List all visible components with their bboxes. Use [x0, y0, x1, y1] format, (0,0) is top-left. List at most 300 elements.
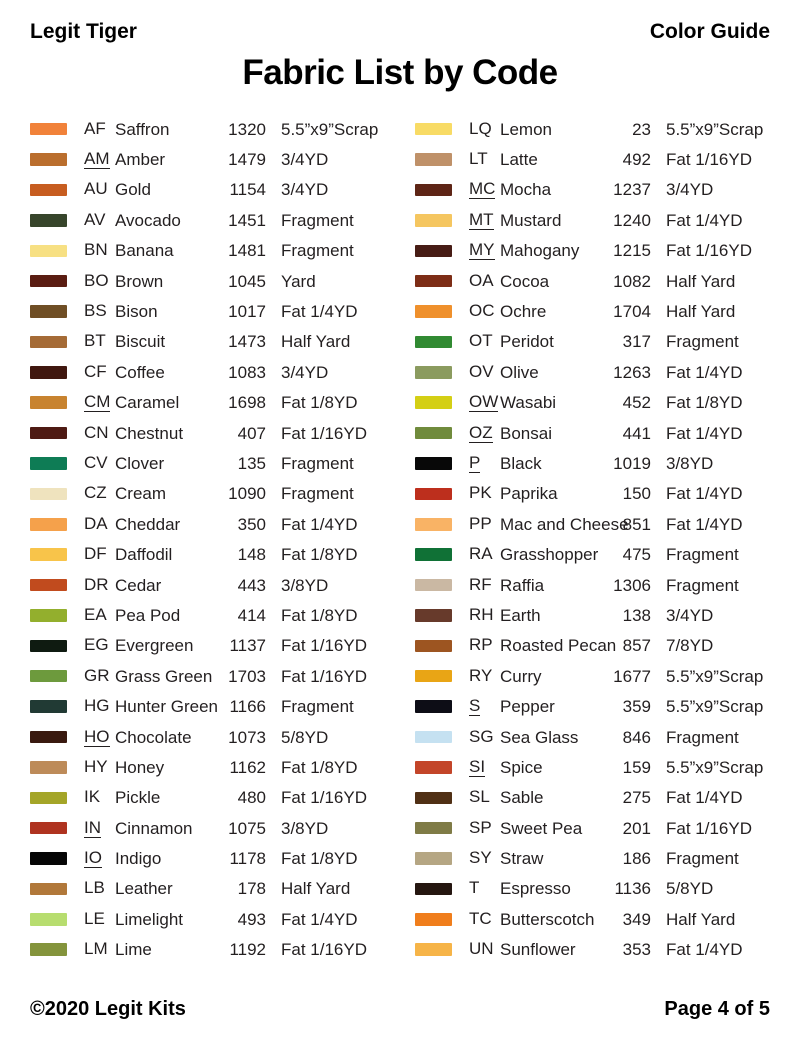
fabric-size: Fat 1/16YD: [666, 241, 752, 261]
color-swatch: [415, 305, 452, 318]
fabric-code: IN: [84, 817, 101, 837]
color-swatch: [30, 943, 67, 956]
fabric-size: Fat 1/8YD: [281, 757, 358, 777]
fabric-code-cell: [469, 849, 500, 868]
fabric-code-cell: [469, 545, 500, 564]
color-swatch: [415, 852, 452, 865]
fabric-code-cell: [469, 241, 500, 260]
fabric-name: Saffron: [115, 119, 170, 139]
fabric-code-cell: [84, 272, 115, 291]
fabric-row: [30, 175, 385, 205]
fabric-row: [415, 357, 770, 387]
fabric-code: SY: [469, 848, 492, 868]
fabric-size: Fat 1/8YD: [666, 393, 743, 413]
color-swatch: [415, 913, 452, 926]
fabric-name: Black: [500, 453, 542, 473]
fabric-code: OW: [469, 392, 499, 412]
fabric-code: RA: [469, 544, 493, 564]
fabric-code-cell: [84, 515, 115, 534]
fabric-name: Sea Glass: [500, 727, 579, 747]
fabric-size: 3/8YD: [281, 575, 329, 595]
fabric-row: [30, 418, 385, 448]
fabric-row: [415, 631, 770, 661]
fabric-size: Fragment: [666, 727, 739, 747]
fabric-name: Sunflower: [500, 940, 576, 960]
fabric-row: [415, 539, 770, 569]
fabric-number: 1306: [613, 575, 651, 595]
fabric-code: OA: [469, 270, 494, 290]
fabric-number: 441: [622, 423, 651, 443]
fabric-row: [30, 935, 385, 965]
color-swatch: [415, 731, 452, 744]
fabric-code-cell: [84, 241, 115, 260]
color-swatch: [415, 609, 452, 622]
fabric-number: 1083: [228, 362, 266, 382]
fabric-code: PP: [469, 513, 492, 533]
fabric-row: [30, 691, 385, 721]
fabric-code-cell: [84, 879, 115, 898]
fabric-number: 1166: [229, 697, 266, 717]
color-swatch: [415, 548, 452, 561]
fabric-name: Espresso: [500, 879, 571, 899]
fabric-number: 1481: [228, 241, 266, 261]
fabric-code-cell: [469, 667, 500, 686]
fabric-name: Cream: [115, 484, 167, 504]
fabric-name: Pickle: [115, 788, 161, 808]
fabric-code: OC: [469, 301, 495, 321]
fabric-size: Half Yard: [281, 332, 351, 352]
fabric-number: 1045: [228, 271, 266, 291]
fabric-code-cell: [469, 636, 500, 655]
fabric-code-cell: [84, 363, 115, 382]
fabric-name: Limelight: [115, 909, 184, 929]
color-swatch: [30, 548, 67, 561]
fabric-number: 275: [622, 788, 651, 808]
fabric-number: 1237: [613, 180, 651, 200]
fabric-name: Mac and Cheese: [500, 514, 629, 534]
fabric-code: DA: [84, 513, 108, 533]
fabric-code: RF: [469, 574, 492, 594]
fabric-number: 1703: [228, 666, 266, 686]
fabric-size: 5.5”x9”Scrap: [666, 697, 764, 717]
fabric-row: [30, 266, 385, 296]
fabric-name: Lime: [115, 940, 152, 960]
fabric-row: [415, 874, 770, 904]
fabric-number: 317: [622, 332, 651, 352]
fabric-row: [30, 114, 385, 144]
fabric-code-cell: [469, 606, 500, 625]
fabric-size: 5.5”x9”Scrap: [666, 666, 764, 686]
fabric-number: 1073: [228, 727, 266, 747]
fabric-name: Mustard: [500, 210, 562, 230]
fabric-size: Fragment: [666, 849, 739, 869]
fabric-size: Fat 1/16YD: [281, 423, 367, 443]
fabric-number: 1154: [229, 180, 266, 200]
fabric-row: [415, 448, 770, 478]
fabric-row: [30, 144, 385, 174]
color-swatch: [30, 792, 67, 805]
fabric-code: SL: [469, 787, 490, 807]
color-swatch: [415, 700, 452, 713]
fabric-size: Fragment: [666, 332, 739, 352]
color-swatch: [30, 609, 67, 622]
fabric-code-cell: [84, 576, 115, 595]
fabric-code: LM: [84, 939, 108, 959]
color-swatch: [30, 640, 67, 653]
fabric-name: Daffodil: [115, 545, 173, 565]
color-swatch: [30, 336, 67, 349]
color-swatch: [30, 153, 67, 166]
fabric-code: CM: [84, 392, 111, 412]
fabric-code-cell: [84, 728, 115, 747]
fabric-name: Bonsai: [500, 423, 552, 443]
fabric-size: Fragment: [666, 545, 739, 565]
fabric-number: 1215: [613, 241, 651, 261]
color-swatch: [30, 275, 67, 288]
fabric-code: CV: [84, 452, 108, 472]
brand-title: Legit Tiger: [30, 20, 137, 43]
fabric-name: Paprika: [500, 484, 558, 504]
fabric-size: Fragment: [666, 575, 739, 595]
fabric-size: Fat 1/8YD: [281, 545, 358, 565]
fabric-row: [415, 114, 770, 144]
fabric-row: [30, 752, 385, 782]
fabric-name: Wasabi: [500, 393, 557, 413]
fabric-code: AU: [84, 179, 108, 199]
fabric-name: Cheddar: [115, 514, 181, 534]
color-swatch: [415, 670, 452, 683]
fabric-row: [30, 296, 385, 326]
fabric-row: [415, 327, 770, 357]
fabric-code: HO: [84, 726, 110, 746]
color-swatch: [30, 396, 67, 409]
fabric-number: 1075: [228, 818, 266, 838]
fabric-number: 414: [237, 605, 266, 625]
fabric-number: 138: [622, 605, 651, 625]
page-header: [0, 0, 800, 44]
fabric-row: [30, 357, 385, 387]
fabric-code: EG: [84, 635, 109, 655]
fabric-name: Cocoa: [500, 271, 550, 291]
fabric-code-cell: [469, 910, 500, 929]
color-swatch: [30, 822, 67, 835]
fabric-size: Fragment: [281, 210, 354, 230]
fabric-number: 359: [622, 697, 651, 717]
fabric-row: [415, 388, 770, 418]
fabric-code: OZ: [469, 422, 493, 442]
color-swatch: [415, 883, 452, 896]
fabric-name: Bison: [115, 302, 158, 322]
color-swatch: [415, 488, 452, 501]
fabric-number: 443: [237, 575, 266, 595]
fabric-name: Pepper: [500, 697, 555, 717]
fabric-code: EA: [84, 604, 107, 624]
fabric-code-cell: [84, 302, 115, 321]
color-swatch: [30, 245, 67, 258]
fabric-size: Fat 1/4YD: [666, 362, 743, 382]
fabric-row: [30, 722, 385, 752]
fabric-number: 1082: [613, 271, 651, 291]
color-swatch: [30, 883, 67, 896]
fabric-row: [415, 205, 770, 235]
fabric-number: 475: [622, 545, 651, 565]
fabric-row: [30, 448, 385, 478]
fabric-code: SI: [469, 756, 486, 776]
fabric-code-cell: [84, 454, 115, 473]
fabric-number: 492: [622, 150, 651, 170]
fabric-size: Fragment: [281, 241, 354, 261]
fabric-row: [30, 631, 385, 661]
fabric-name: Indigo: [115, 849, 162, 869]
color-swatch: [30, 427, 67, 440]
fabric-size: Fat 1/16YD: [666, 150, 752, 170]
fabric-code: SG: [469, 726, 494, 746]
fabric-code-cell: [469, 332, 500, 351]
fabric-code: RH: [469, 604, 494, 624]
fabric-code-cell: [84, 150, 115, 169]
fabric-name: Honey: [115, 757, 165, 777]
fabric-code-cell: [84, 606, 115, 625]
color-swatch: [415, 518, 452, 531]
fabric-code-cell: [84, 484, 115, 503]
fabric-size: Fat 1/16YD: [281, 666, 367, 686]
fabric-code: TC: [469, 908, 492, 928]
fabric-name: Earth: [500, 605, 541, 625]
fabric-name: Lemon: [500, 119, 552, 139]
fabric-code: CN: [84, 422, 109, 442]
fabric-name: Hunter Green: [115, 697, 218, 717]
fabric-size: 3/4YD: [281, 150, 329, 170]
fabric-row: [415, 843, 770, 873]
fabric-row: [415, 570, 770, 600]
fabric-number: 1192: [229, 940, 266, 960]
fabric-code: PK: [469, 483, 492, 503]
fabric-code: OV: [469, 361, 494, 381]
fabric-row: [415, 509, 770, 539]
fabric-code: MY: [469, 240, 495, 260]
fabric-row: [30, 327, 385, 357]
fabric-code: HY: [84, 756, 108, 776]
fabric-row: [415, 722, 770, 752]
fabric-size: 3/4YD: [281, 362, 329, 382]
fabric-code: AM: [84, 149, 110, 169]
color-swatch: [415, 366, 452, 379]
fabric-code-cell: [469, 515, 500, 534]
fabric-row: [415, 661, 770, 691]
fabric-name: Pea Pod: [115, 605, 181, 625]
fabric-code-cell: [469, 393, 500, 412]
fabric-size: Fat 1/8YD: [281, 605, 358, 625]
fabric-name: Olive: [500, 362, 539, 382]
fabric-size: Half Yard: [666, 909, 736, 929]
fabric-name: Sable: [500, 788, 544, 808]
fabric-row: [415, 479, 770, 509]
fabric-size: Fragment: [281, 697, 354, 717]
fabric-row: [415, 783, 770, 813]
fabric-size: 3/8YD: [666, 453, 714, 473]
fabric-size: Fat 1/16YD: [666, 818, 752, 838]
color-swatch: [30, 700, 67, 713]
fabric-number: 452: [622, 393, 651, 413]
color-swatch: [30, 913, 67, 926]
fabric-code: BN: [84, 240, 108, 260]
fabric-name: Cedar: [115, 575, 162, 595]
fabric-size: Fat 1/4YD: [281, 302, 358, 322]
fabric-row: [30, 661, 385, 691]
fabric-number: 201: [622, 818, 651, 838]
fabric-row: [415, 752, 770, 782]
fabric-size: 5/8YD: [666, 879, 714, 899]
fabric-size: 3/8YD: [281, 818, 329, 838]
fabric-code-cell: [84, 545, 115, 564]
color-swatch: [30, 761, 67, 774]
fabric-code-cell: [469, 576, 500, 595]
color-swatch: [415, 336, 452, 349]
fabric-code: DR: [84, 574, 109, 594]
fabric-size: 3/4YD: [666, 605, 714, 625]
fabric-size: Fragment: [281, 484, 354, 504]
fabric-code: P: [469, 452, 481, 472]
fabric-name: Straw: [500, 849, 544, 869]
fabric-code-cell: [469, 454, 500, 473]
fabric-code-cell: [469, 302, 500, 321]
color-swatch: [415, 275, 452, 288]
fabric-code: LE: [84, 908, 105, 928]
fabric-row: [30, 479, 385, 509]
color-swatch: [415, 184, 452, 197]
fabric-size: Fat 1/4YD: [281, 514, 358, 534]
color-swatch: [30, 852, 67, 865]
page-title: Fabric List by Code: [242, 53, 558, 92]
fabric-code-cell: [469, 728, 500, 747]
fabric-code-cell: [469, 788, 500, 807]
fabric-code: T: [469, 878, 480, 898]
color-swatch: [415, 792, 452, 805]
fabric-row: [30, 783, 385, 813]
fabric-name: Caramel: [115, 393, 180, 413]
fabric-number: 407: [237, 423, 266, 443]
fabric-code: IK: [84, 787, 101, 807]
fabric-size: Fat 1/4YD: [281, 909, 358, 929]
fabric-number: 1704: [613, 302, 651, 322]
fabric-number: 150: [622, 484, 651, 504]
fabric-name: Butterscotch: [500, 909, 595, 929]
color-swatch: [30, 123, 67, 136]
fabric-size: Fat 1/4YD: [666, 788, 743, 808]
fabric-row: [415, 236, 770, 266]
fabric-code: LB: [84, 878, 105, 898]
fabric-size: 3/4YD: [666, 180, 714, 200]
fabric-code-cell: [84, 211, 115, 230]
fabric-size: Fat 1/16YD: [281, 636, 367, 656]
fabric-code-cell: [84, 849, 115, 868]
fabric-code-cell: [469, 150, 500, 169]
fabric-number: 135: [237, 453, 266, 473]
fabric-name: Amber: [115, 150, 166, 170]
fabric-number: 159: [622, 757, 651, 777]
fabric-size: 5.5”x9”Scrap: [666, 757, 764, 777]
fabric-row: [415, 904, 770, 934]
fabric-name: Curry: [500, 666, 542, 686]
fabric-size: 3/4YD: [281, 180, 329, 200]
fabric-name: Roasted Pecan: [500, 636, 617, 656]
fabric-code-cell: [469, 180, 500, 199]
color-swatch: [30, 518, 67, 531]
fabric-number: 1019: [613, 453, 651, 473]
fabric-number: 350: [237, 514, 266, 534]
fabric-number: 480: [237, 788, 266, 808]
fabric-number: 23: [632, 119, 651, 139]
fabric-code-cell: [84, 180, 115, 199]
fabric-code: DF: [84, 544, 107, 564]
fabric-size: Fat 1/4YD: [666, 210, 743, 230]
fabric-row: [30, 236, 385, 266]
fabric-code: SP: [469, 817, 492, 837]
fabric-size: 5.5”x9”Scrap: [666, 119, 764, 139]
fabric-size: 7/8YD: [666, 636, 714, 656]
fabric-code-cell: [469, 120, 500, 139]
fabric-row: [415, 813, 770, 843]
color-swatch: [415, 245, 452, 258]
fabric-name: Grasshopper: [500, 545, 599, 565]
fabric-code: IO: [84, 848, 102, 868]
color-swatch: [415, 822, 452, 835]
fabric-number: 353: [622, 940, 651, 960]
fabric-code-cell: [84, 120, 115, 139]
fabric-code: RP: [469, 635, 493, 655]
color-swatch: [415, 427, 452, 440]
fabric-number: 1017: [228, 302, 266, 322]
fabric-list: [0, 114, 800, 965]
fabric-row: [30, 205, 385, 235]
fabric-number: 1698: [228, 393, 266, 413]
fabric-size: Fat 1/16YD: [281, 940, 367, 960]
fabric-name: Grass Green: [115, 666, 213, 686]
color-swatch: [30, 214, 67, 227]
guide-label: Color Guide: [649, 20, 770, 43]
color-swatch: [415, 579, 452, 592]
fabric-code: AV: [84, 209, 106, 229]
copyright-text: ©2020 Legit Kits: [30, 998, 186, 1020]
fabric-size: Fat 1/4YD: [666, 514, 743, 534]
color-swatch: [30, 488, 67, 501]
color-swatch: [30, 305, 67, 318]
fabric-code: MT: [469, 209, 494, 229]
fabric-size: Half Yard: [666, 271, 736, 291]
color-swatch: [30, 184, 67, 197]
fabric-number: 493: [237, 909, 266, 929]
color-swatch: [415, 457, 452, 470]
fabric-code: S: [469, 696, 481, 716]
fabric-size: Yard: [281, 271, 316, 291]
page-number: Page 4 of 5: [664, 998, 770, 1020]
fabric-row: [30, 843, 385, 873]
fabric-code: CF: [84, 361, 107, 381]
fabric-number: 148: [237, 545, 266, 565]
fabric-number: 1320: [228, 119, 266, 139]
fabric-name: Brown: [115, 271, 164, 291]
fabric-row: [415, 175, 770, 205]
fabric-code-cell: [84, 332, 115, 351]
fabric-code-cell: [84, 697, 115, 716]
color-swatch: [30, 366, 67, 379]
fabric-number: 1178: [229, 849, 266, 869]
fabric-name: Chocolate: [115, 727, 192, 747]
fabric-code-cell: [469, 363, 500, 382]
fabric-name: Coffee: [115, 362, 165, 382]
fabric-number: 851: [622, 514, 651, 534]
fabric-code-cell: [469, 940, 500, 959]
